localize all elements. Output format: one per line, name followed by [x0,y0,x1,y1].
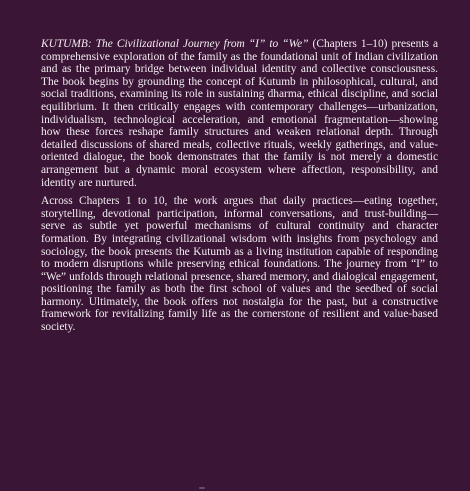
book-title: KUTUMB: The Civilizational Journey from “I” to “We” [41,38,309,50]
paragraph-1-body: presents a comprehensive exploration of the family as the foundational unit of Indian civilization and as the primary bridge between individual identity and collective consciousness. The book begins by grounding the concept of Kutumb in philosophical, cultural, and social traditions, examining its role in sustaining dharma, ethical discipline, and social equilibrium. It then critically engages with contemporary challenges—urbanization, individualism, technological acceleration, and emotional fragmentation—showing how these forces reshape family structures and weaken relational depth. Through detailed discussions of shared meals, collective rituals, weekly gatherings, and value-oriented dialogue, the book demonstrates that the family is not merely a domestic arrangement but a dynamic moral ecosystem where affection, responsibility, and identity are nurtured. [41,38,439,189]
chapter-range: (Chapters 1–10) [308,38,388,50]
description-paragraph-2: Across Chapters 1 to 10, the work argues that daily practices—eating together, storytelling, devotional participation, informal conversations, and trust-building—serve as subtle yet powerful mechanisms of cultural continuity and character formation. By integrating civilizational wisdom with insights from psychology and sociology, the book presents the Kutumb as a living institution capable of responding to modern disruptions while preserving ethical foundations. The journey from “I” to “We” unfolds through relational presence, shared memory, and dialogical engagement, positioning the family as both the first school of values and the seedbed of social harmony. Ultimately, the book offers not nostalgia for the past, but a constructive framework for revitalizing family life as the cornerstone of resilient and value-based society. [41,195,438,334]
description-paragraph-1 [41,38,438,189]
book-description [41,38,438,340]
scroll-indicator [199,487,205,489]
